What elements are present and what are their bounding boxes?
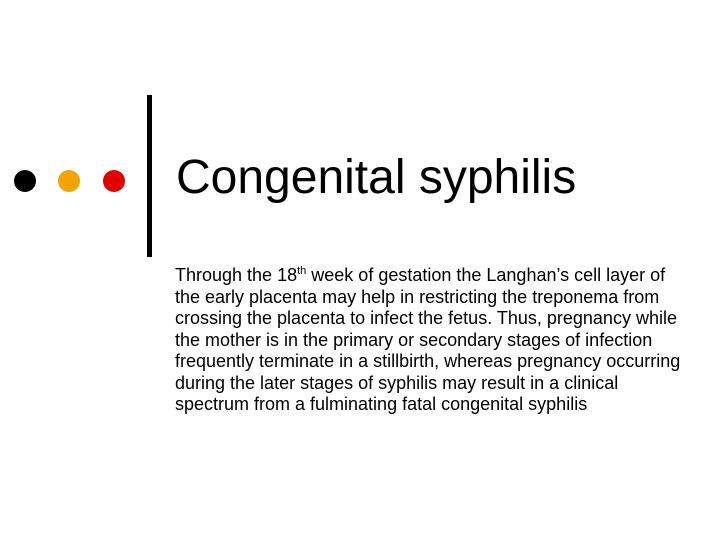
body-text-rest: week of gestation the Langhan’s cell layer of the early placenta may help in restricting the treponema from crossing the placenta to infect the fetus. Thus, pregnancy while the mother is in the primary or secondary stages of infection frequently terminate in a stillbirth, whereas pregnancy occurring during the later stages of syphilis may result in a clinical spectrum from a fulminating fatal congenital syphilis — [175, 265, 681, 414]
title-divider — [147, 95, 152, 257]
red-dot-icon — [103, 170, 125, 192]
orange-dot-icon — [58, 170, 80, 192]
black-dot-icon — [14, 170, 36, 192]
ordinal-suffix: th — [297, 265, 307, 277]
slide-title: Congenital syphilis — [176, 151, 577, 204]
body-text-start: Through the 18 — [175, 265, 298, 285]
slide-body-text — [175, 265, 695, 416]
